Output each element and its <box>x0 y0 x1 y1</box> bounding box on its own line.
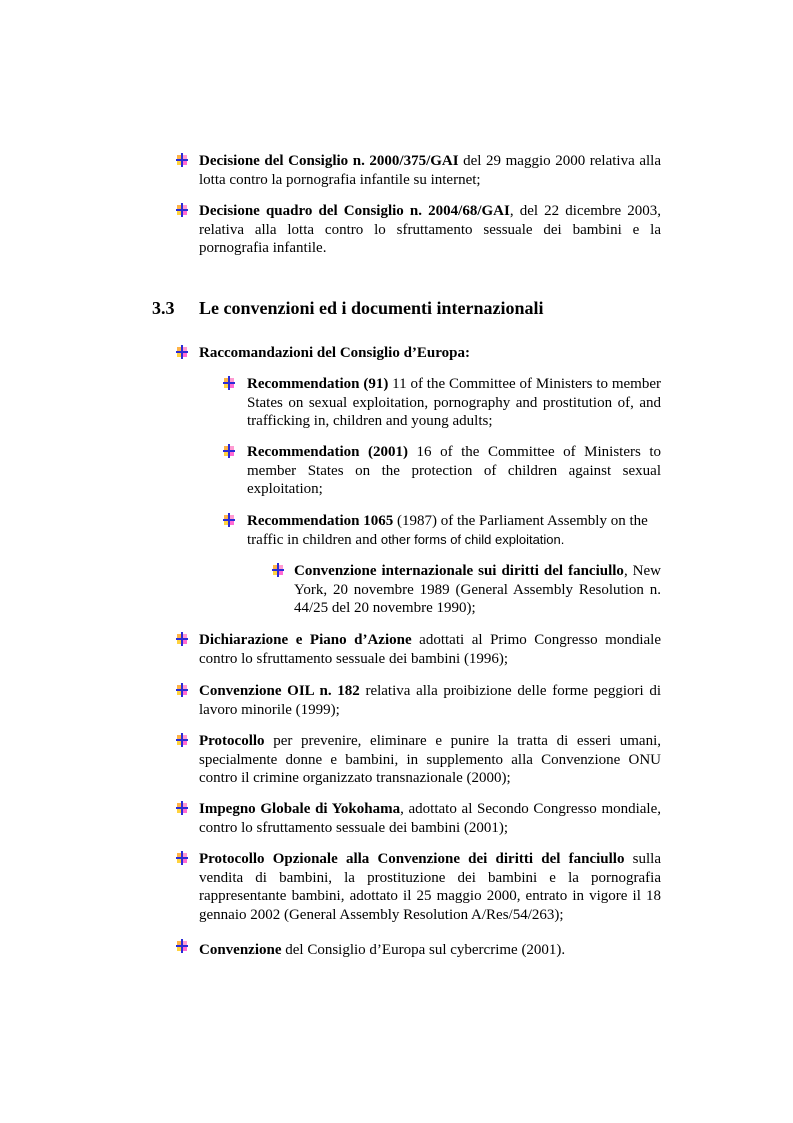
list-item: Recommendation 1065 (1987) of the Parliament Assembly on the traffic in children and other forms of child exploitation. <box>247 513 648 548</box>
list-item: Protocollo Opzionale alla Convenzione dei diritti del fanciullo sulla vendita di bambini, la prostituzione dei bambini e la pornografia rappresentante bambini, adottato il 25 maggio 2000, entrato in vigore il 18 gennaio 2002 (General Assembly Resolution A/Res/54/263); <box>199 851 661 923</box>
list-item: Dichiarazione e Piano d’Azione adottati al Primo Congresso mondiale contro lo sfruttamento sessuale dei bambini (1996); <box>199 632 661 667</box>
bullet-icon <box>175 632 189 646</box>
bullet-icon <box>175 939 189 953</box>
list-item: Raccomandazioni del Consiglio d’Europa: <box>199 345 471 361</box>
bullet-icon <box>222 376 236 390</box>
bullet-icon <box>175 851 189 865</box>
list-item: Recommendation (91) 11 of the Committee of Ministers to member States on sexual exploitation, pornography and prostitution of, and trafficking in, children and young adults; <box>247 376 661 430</box>
bullet-icon <box>175 153 189 167</box>
list-item: Decisione del Consiglio n. 2000/375/GAI del 29 maggio 2000 relativa alla lotta contro la pornografia infantile su internet; <box>199 153 661 188</box>
section-title: Le convenzioni ed i documenti internazionali <box>199 298 544 318</box>
bullet-icon <box>175 203 189 217</box>
bullet-icon <box>222 513 236 527</box>
bullet-icon <box>271 563 285 577</box>
list-item: Convenzione OIL n. 182 relativa alla proibizione delle forme peggiori di lavoro minorile (1999); <box>199 683 661 718</box>
bullet-icon <box>175 733 189 747</box>
bullet-icon <box>175 801 189 815</box>
list-item: Protocollo per prevenire, eliminare e punire la tratta di esseri umani, specialmente donne e bambini, in supplemento alla Convenzione ONU contro il crimine organizzato transnazionale (2000); <box>199 733 661 787</box>
list-item: Convenzione internazionale sui diritti del fanciullo, New York, 20 novembre 1989 (General Assembly Resolution n. 44/25 del 20 novembre 1990); <box>294 563 661 617</box>
list-item: Decisione quadro del Consiglio n. 2004/68/GAI, del 22 dicembre 2003, relativa alla lotta contro lo sfruttamento sessuale dei bambini e la pornografia infantile. <box>199 203 661 257</box>
bullet-icon <box>175 345 189 359</box>
section-number: 3.3 <box>152 298 175 318</box>
list-item: Impegno Globale di Yokohama, adottato al Secondo Congresso mondiale, contro lo sfruttamento sessuale dei bambini (2001); <box>199 801 662 836</box>
list-item: Recommendation (2001) 16 of the Committee of Ministers to member States on the protection of children against sexual exploitation; <box>247 444 662 498</box>
list-item: Convenzione del Consiglio d’Europa sul cybercrime (2001). <box>199 942 566 958</box>
bullet-icon <box>222 444 236 458</box>
bullet-icon <box>175 683 189 697</box>
